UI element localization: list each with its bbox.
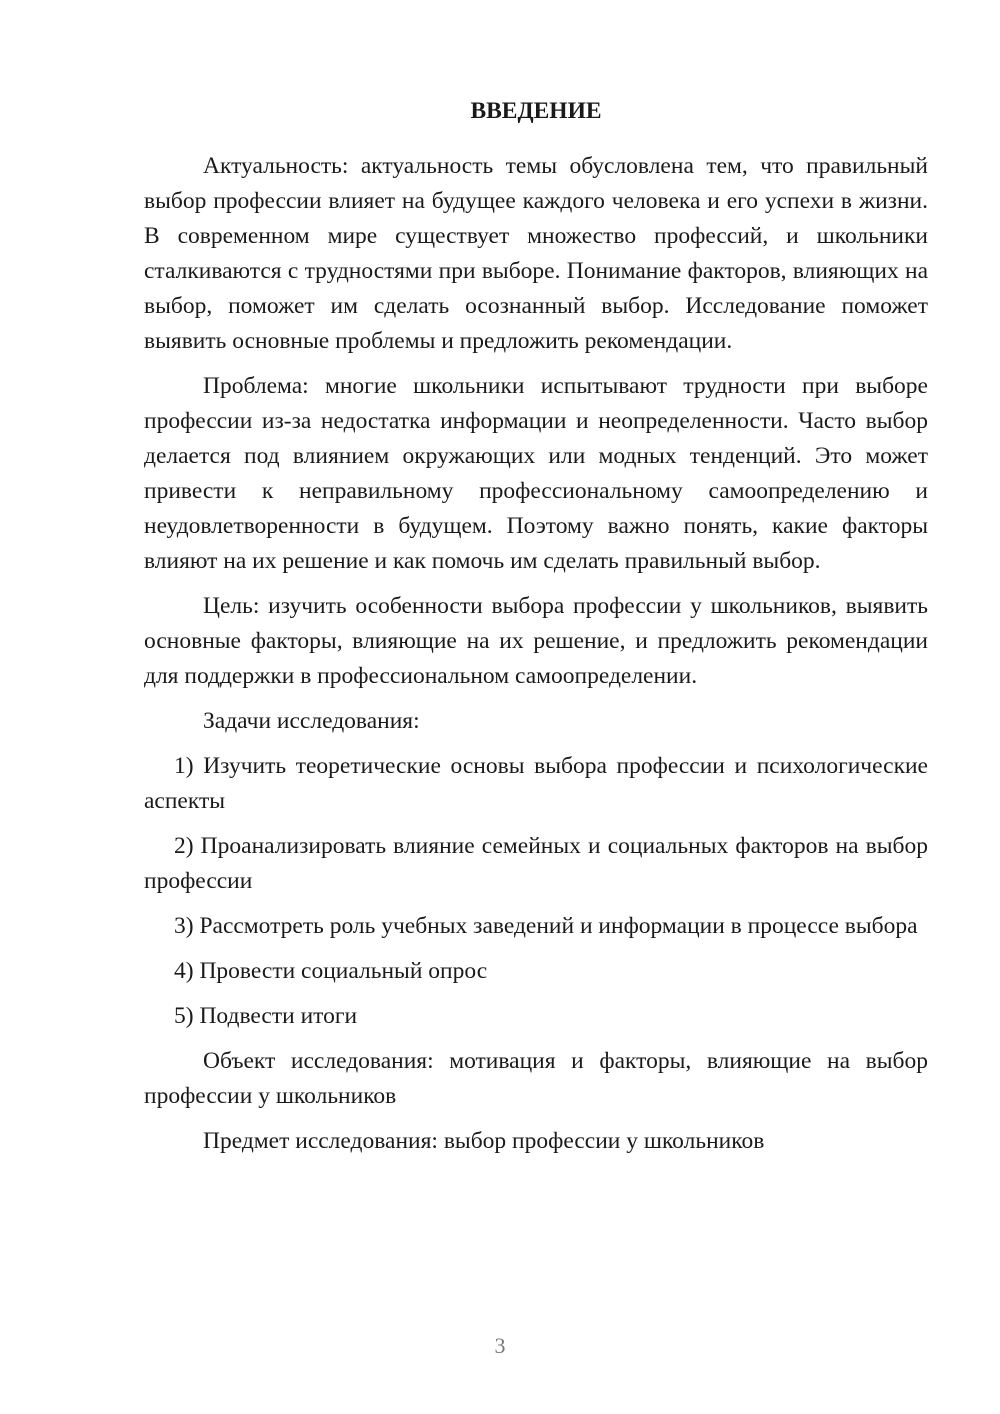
task-item-2: 2) Проанализировать влияние семейных и социальных факторов на выбор профессии (144, 833, 928, 894)
page-content (144, 94, 928, 1169)
task-item-4: 4) Провести социальный опрос (174, 958, 488, 984)
relevance-paragraph: Актуальность: актуальность темы обусловлена тем, что правильный выбор профессии влияет на будущее каждого человека и его успехи в жизни. В современном мире существует множество профессий, и школьники сталкиваются с трудностями при выборе. Понимание факторов, влияющих на выбор, поможет им сделать осознанный выбор. Исследование поможет выявить основные проблемы и предложить рекомендации. (144, 153, 928, 354)
task-item-3: 3) Рассмотреть роль учебных заведений и информации в процессе выбора (174, 913, 918, 939)
research-subject-paragraph: Предмет исследования: выбор профессии у школьников (203, 1128, 765, 1154)
task-item-1: 1) Изучить теоретические основы выбора профессии и психологические аспекты (144, 753, 928, 814)
tasks-heading: Задачи исследования: (203, 708, 420, 734)
page-title: ВВЕДЕНИЕ (470, 98, 602, 124)
task-item-5: 5) Подвести итоги (174, 1003, 358, 1029)
research-object-paragraph: Объект исследования: мотивация и факторы, влияющие на выбор профессии у школьников (144, 1048, 928, 1109)
page-number: 3 (494, 1333, 506, 1358)
problem-paragraph: Проблема: многие школьники испытывают трудности при выборе профессии из-за недостатка информации и неопределенности. Часто выбор делается под влиянием окружающих или модных тенденций. Это может привести к неправильному профессиональному самоопределению и неудовлетворенности в будущем. Поэтому важно понять, какие факторы влияют на их решение и как помочь им сделать правильный выбор. (144, 373, 928, 574)
goal-paragraph: Цель: изучить особенности выбора профессии у школьников, выявить основные факторы, влияющие на их решение, и предложить рекомендации для поддержки в профессиональном самоопределении. (144, 593, 928, 689)
